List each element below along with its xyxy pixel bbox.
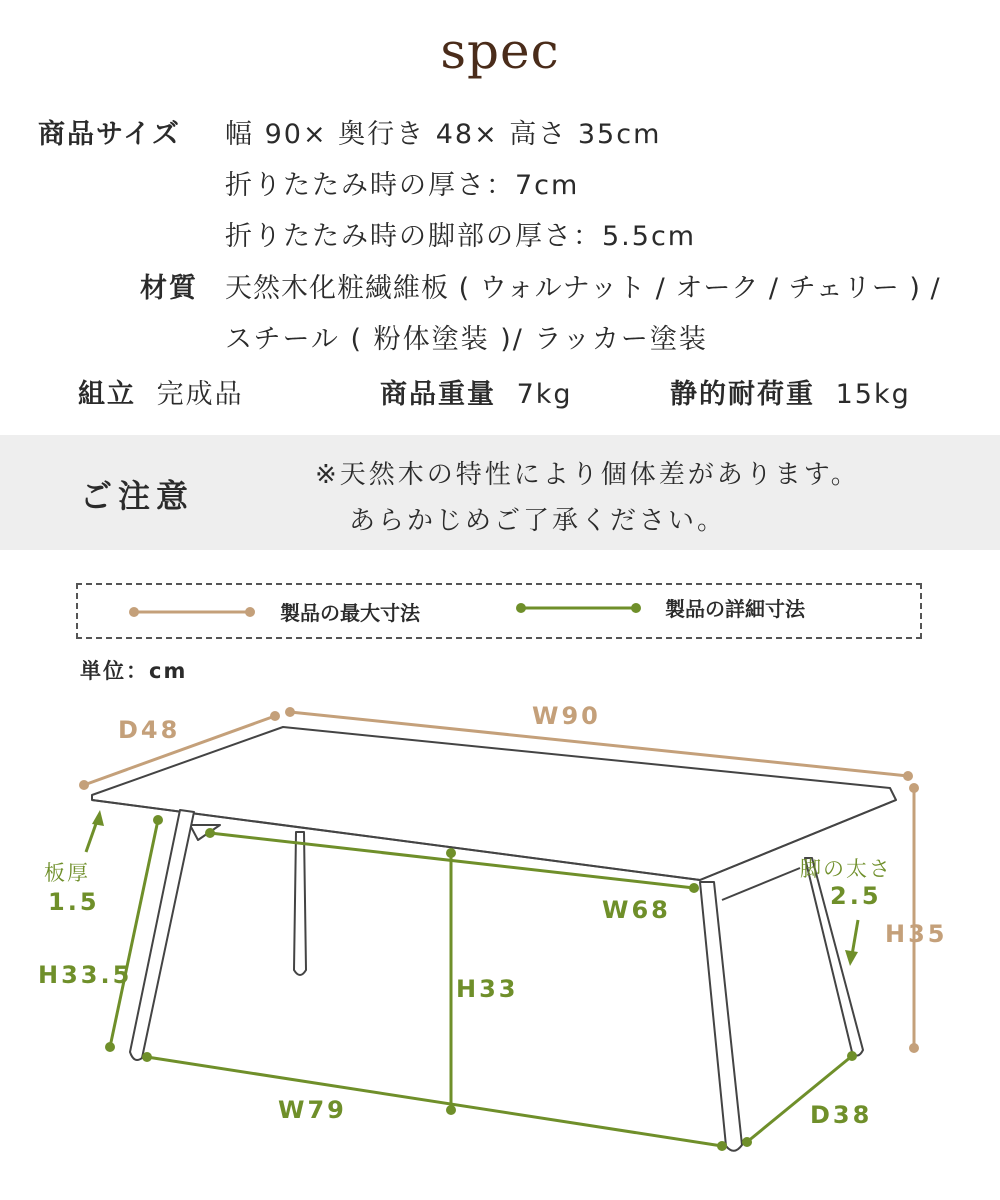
material-line-1: 天然木化粧繊維板 ( ウォルナット / オーク / チェリー ) / [225, 273, 941, 304]
dim-inner-height-line [446, 848, 456, 1115]
dim-leg-arrow [845, 920, 858, 966]
label-height: H35 [885, 920, 948, 948]
label-bottom-width: W79 [278, 1096, 347, 1124]
notice-line-1: ※天然木の特性により個体差があります。 [315, 460, 860, 490]
page-title: spec [440, 22, 560, 80]
label-inner-height: H33 [456, 975, 519, 1003]
assembly-label: 組立 [78, 379, 136, 410]
label-bottom-depth: D38 [810, 1101, 873, 1129]
front-right-leg [700, 882, 742, 1151]
size-line-2: 折りたたみ時の厚さ：7cm [225, 170, 580, 201]
dim-bottom-depth-line [742, 1051, 857, 1147]
size-label: 商品サイズ [38, 119, 181, 150]
notice-title: ご注意 [80, 477, 195, 515]
label-depth: D48 [118, 716, 181, 744]
material-label: 材質 [140, 273, 198, 304]
weight-value: 7kg [516, 379, 573, 410]
table-top [92, 727, 896, 880]
size-line-1: 幅 90× 奥行き 48× 高さ 35cm [225, 119, 662, 150]
weight-label: 商品重量 [380, 379, 496, 410]
label-side-height: H33.5 [38, 961, 133, 989]
dim-bottom-width-line [142, 1052, 727, 1151]
load-value: 15kg [835, 379, 911, 410]
label-leg: 脚の太さ [800, 857, 892, 881]
legend-box [76, 583, 922, 639]
material-line-2: スチール ( 粉体塗装 )/ ラッカー塗装 [225, 324, 708, 355]
unit-label: 単位：cm [80, 659, 188, 683]
dim-board-arrow [86, 810, 104, 852]
front-left-leg [130, 810, 194, 1060]
back-left-leg [294, 832, 306, 975]
label-board-value: 1.5 [48, 888, 100, 916]
size-line-3: 折りたたみ時の脚部の厚さ：5.5cm [225, 221, 697, 252]
label-board: 板厚 [44, 861, 90, 885]
table-illustration [92, 727, 896, 1151]
label-width: W90 [532, 702, 601, 730]
legend-max-label: 製品の最大寸法 [280, 601, 420, 625]
label-leg-value: 2.5 [830, 882, 882, 910]
legend-detail-label: 製品の詳細寸法 [665, 597, 805, 621]
dim-height-line [909, 783, 919, 1053]
assembly-value: 完成品 [156, 379, 244, 410]
load-label: 静的耐荷重 [670, 379, 815, 410]
label-inner-width: W68 [602, 896, 671, 924]
notice-line-2: あらかじめご了承ください。 [349, 506, 727, 536]
